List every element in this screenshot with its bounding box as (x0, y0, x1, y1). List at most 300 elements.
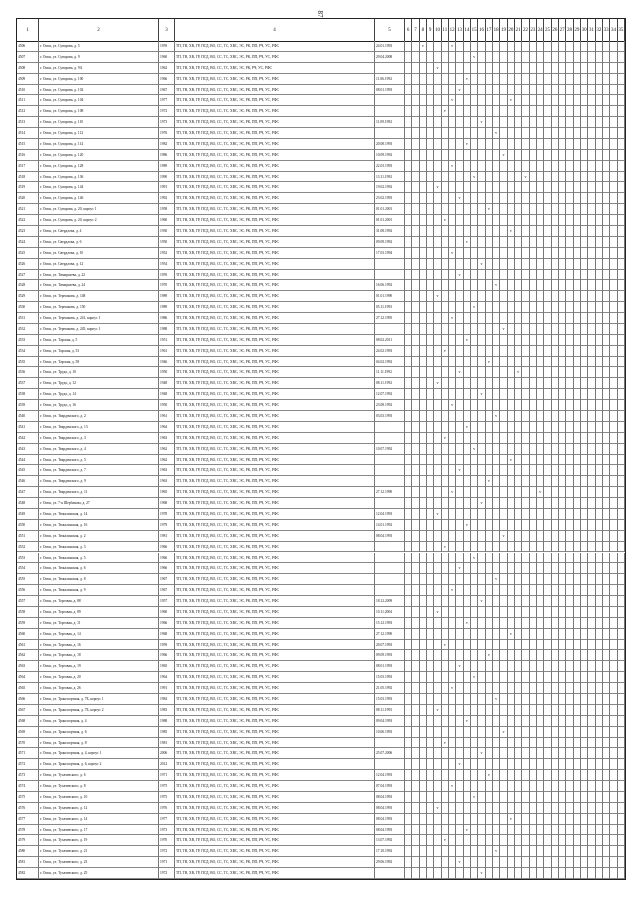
tick-cell (603, 85, 610, 96)
tick-cell (559, 400, 566, 411)
tick-cell (596, 716, 603, 727)
tick-cell (530, 63, 537, 74)
tick-cell (434, 128, 441, 139)
tick-cell (618, 422, 625, 433)
table-row (17, 465, 625, 476)
table-row (17, 563, 625, 574)
cell-date: 15.12.1993 (375, 618, 405, 629)
tick-mark: v (456, 193, 463, 204)
tick-cell (471, 291, 478, 302)
tick-cell (500, 444, 507, 455)
cell-no: 4533 (17, 335, 39, 346)
tick-cell (530, 226, 537, 237)
table-row (17, 411, 625, 422)
cell-no: 4543 (17, 444, 39, 455)
table-row (17, 193, 625, 204)
tick-cell (588, 139, 595, 150)
tick-cell (618, 74, 625, 85)
tick-cell (618, 63, 625, 74)
tick-cell (449, 716, 456, 727)
tick-cell (508, 542, 515, 553)
tick-cell (574, 727, 581, 738)
tick-cell (456, 291, 463, 302)
tick-cell (420, 411, 427, 422)
tick-cell (500, 346, 507, 357)
tick-cell (420, 455, 427, 466)
tick-cell (449, 85, 456, 96)
tick-cell (522, 738, 529, 749)
tick-cell (478, 444, 485, 455)
tick-cell (420, 781, 427, 792)
table-row (17, 172, 625, 183)
table-row (17, 280, 625, 291)
tick-cell (405, 106, 412, 117)
cell-no: 4544 (17, 455, 39, 466)
tick-cell (574, 128, 581, 139)
tick-cell (581, 95, 588, 106)
tick-cell (588, 650, 595, 661)
tick-cell (420, 270, 427, 281)
tick-cell (522, 553, 529, 564)
tick-cell (449, 150, 456, 161)
tick-cell (420, 52, 427, 63)
tick-cell (508, 128, 515, 139)
tick-cell (486, 335, 493, 346)
tick-cell (471, 542, 478, 553)
tick-cell (596, 814, 603, 825)
tick-cell (442, 716, 449, 727)
tick-cell (471, 738, 478, 749)
tick-cell (449, 346, 456, 357)
tick-cell (493, 629, 500, 640)
tick-cell (522, 455, 529, 466)
tick-cell (508, 248, 515, 259)
tick-cell (500, 857, 507, 868)
tick-cell (603, 335, 610, 346)
tick-cell (530, 444, 537, 455)
tick-cell (427, 857, 434, 868)
tick-cell (515, 465, 522, 476)
tick-cell (588, 204, 595, 215)
tick-cell (405, 215, 412, 226)
cell-address: г. Омск, ул. Суворова, д. 9А (39, 63, 159, 74)
tick-mark: v (508, 814, 515, 825)
tick-cell (544, 455, 551, 466)
tick-cell (530, 563, 537, 574)
cell-date: 10.06.1993 (375, 727, 405, 738)
table-row (17, 748, 625, 759)
tick-cell (464, 640, 471, 651)
tick-cell (500, 629, 507, 640)
tick-cell (500, 542, 507, 553)
tick-cell (559, 324, 566, 335)
tick-cell (596, 270, 603, 281)
tick-cell (566, 814, 573, 825)
tick-cell (486, 389, 493, 400)
cell-no: 4549 (17, 509, 39, 520)
tick-cell (603, 139, 610, 150)
tick-cell (522, 52, 529, 63)
tick-cell (559, 607, 566, 618)
tick-cell (537, 411, 544, 422)
tick-cell (588, 74, 595, 85)
cell-address: г. Омск, ул. Суворова, д. 9 (39, 52, 159, 63)
tick-cell (486, 574, 493, 585)
tick-cell (581, 367, 588, 378)
tick-cell (412, 563, 419, 574)
tick-cell (574, 270, 581, 281)
tick-cell (610, 324, 617, 335)
tick-cell (478, 857, 485, 868)
tick-mark: v (456, 563, 463, 574)
tick-cell (427, 270, 434, 281)
cell-year: 1967 (159, 585, 175, 596)
cell-no: 4524 (17, 237, 39, 248)
tick-cell (559, 759, 566, 770)
tick-cell (478, 520, 485, 531)
tick-cell (464, 346, 471, 357)
tick-cell (618, 759, 625, 770)
tick-cell (493, 803, 500, 814)
tick-cell (552, 574, 559, 585)
cell-no: 4558 (17, 607, 39, 618)
tick-cell (493, 367, 500, 378)
tick-cell (596, 596, 603, 607)
cell-no: 4555 (17, 574, 39, 585)
tick-cell (405, 411, 412, 422)
cell-systems: ТП, ТВ, ХВ, ГР, ПСД, ВО, СС, ТС, ХВС, ЭС, РК, ПП, РЧ, УС, РФС (175, 835, 375, 846)
tick-cell (478, 618, 485, 629)
tick-mark: v (449, 400, 456, 411)
tick-cell (581, 520, 588, 531)
tick-cell (420, 748, 427, 759)
table-row (17, 313, 625, 324)
tick-cell (434, 487, 441, 498)
tick-cell (515, 542, 522, 553)
tick-cell (552, 204, 559, 215)
tick-cell (442, 672, 449, 683)
tick-cell (574, 520, 581, 531)
tick-cell (486, 411, 493, 422)
tick-cell (522, 618, 529, 629)
tick-cell (610, 738, 617, 749)
tick-cell (420, 759, 427, 770)
tick-cell (544, 781, 551, 792)
tick-cell (603, 835, 610, 846)
tick-cell (412, 650, 419, 661)
tick-cell (515, 259, 522, 270)
tick-cell (544, 128, 551, 139)
cell-date (375, 585, 405, 596)
tick-cell (493, 672, 500, 683)
tick-cell (442, 868, 449, 879)
tick-cell (618, 324, 625, 335)
cell-systems: ТП, ТВ, ХВ, ГР, ПСД, ВО, СС, ТС, ХВС, ЭС, РК, ПП, РЧ, УС, РФС (175, 400, 375, 411)
tick-cell (486, 74, 493, 85)
tick-cell (486, 781, 493, 792)
cell-year: 1967 (159, 574, 175, 585)
tick-cell (574, 781, 581, 792)
tick-cell (508, 520, 515, 531)
cell-no: 4518 (17, 172, 39, 183)
tick-cell (464, 63, 471, 74)
tick-cell (574, 291, 581, 302)
tick-cell (544, 661, 551, 672)
cell-systems: ТП, ТВ, ХВ, ГР, ПСД, ВО, СС, ТС, ХВС, ЭС, РК, ПП, РЧ, УС, РФС (175, 193, 375, 204)
tick-cell (471, 846, 478, 857)
tick-cell (420, 553, 427, 564)
tick-cell (537, 825, 544, 836)
tick-cell (552, 389, 559, 400)
tick-cell (522, 857, 529, 868)
tick-cell (478, 585, 485, 596)
tick-cell (486, 117, 493, 128)
tick-cell (456, 74, 463, 85)
tick-cell (478, 291, 485, 302)
tick-cell (603, 727, 610, 738)
tick-cell (500, 378, 507, 389)
tick-cell (500, 705, 507, 716)
tick-cell (566, 433, 573, 444)
tick-cell (420, 85, 427, 96)
tick-cell (427, 661, 434, 672)
tick-cell (456, 106, 463, 117)
table-row (17, 367, 625, 378)
tick-cell (478, 683, 485, 694)
tick-cell (544, 705, 551, 716)
table-row (17, 650, 625, 661)
tick-cell (471, 422, 478, 433)
tick-mark: v (500, 150, 507, 161)
tick-cell (420, 542, 427, 553)
cell-no: 4530 (17, 302, 39, 313)
tick-mark: v (486, 770, 493, 781)
tick-cell (574, 204, 581, 215)
tick-cell (464, 531, 471, 542)
tick-cell (618, 193, 625, 204)
cell-date (375, 542, 405, 553)
tick-mark: v (493, 574, 500, 585)
tick-cell (456, 324, 463, 335)
cell-date (375, 868, 405, 879)
tick-cell (420, 694, 427, 705)
tick-cell (544, 487, 551, 498)
tick-cell (544, 193, 551, 204)
tick-cell (449, 825, 456, 836)
tick-cell (434, 139, 441, 150)
tick-cell (610, 259, 617, 270)
tick-cell (610, 367, 617, 378)
tick-cell (522, 346, 529, 357)
tick-cell (544, 302, 551, 313)
tick-cell (574, 85, 581, 96)
tick-mark: v (478, 748, 485, 759)
cell-address: г. Омск, ул. Тварденского, д. 3 (39, 433, 159, 444)
cell-date: 23.08.1992 (375, 400, 405, 411)
tick-cell (486, 346, 493, 357)
tick-cell (456, 444, 463, 455)
cell-systems: ТП, ТВ, ХВ, ГР, ПСД, ВО, СС, ТС, ХВС, ЭС, РК, ПП, РЧ, УС, РФС (175, 182, 375, 193)
tick-cell (464, 835, 471, 846)
column-number: 17 (486, 19, 493, 41)
tick-cell (449, 291, 456, 302)
tick-cell (405, 694, 412, 705)
tick-cell (500, 280, 507, 291)
tick-cell (478, 825, 485, 836)
cell-date: 25.07.2006 (375, 748, 405, 759)
tick-cell (420, 357, 427, 368)
tick-cell (471, 618, 478, 629)
cell-systems: ТП, ТВ, ХВ, ГР, ПСД, ВО, СС, ТС, ХВС, ЭС, РК, ПП, РЧ, УС, РФС (175, 357, 375, 368)
tick-cell (464, 106, 471, 117)
tick-cell (515, 574, 522, 585)
tick-cell (618, 215, 625, 226)
tick-cell (405, 270, 412, 281)
tick-cell (544, 727, 551, 738)
tick-cell (530, 738, 537, 749)
tick-cell (427, 367, 434, 378)
tick-cell (574, 117, 581, 128)
tick-cell (588, 411, 595, 422)
tick-cell (442, 259, 449, 270)
tick-cell (537, 781, 544, 792)
tick-cell (559, 182, 566, 193)
tick-cell (500, 117, 507, 128)
tick-cell (500, 672, 507, 683)
cell-year: 1991 (159, 182, 175, 193)
cell-no: 4510 (17, 85, 39, 96)
tick-cell (537, 531, 544, 542)
tick-cell (449, 215, 456, 226)
column-number: 23 (530, 19, 537, 41)
column-number: 30 (581, 19, 588, 41)
tick-cell (552, 313, 559, 324)
tick-cell (500, 367, 507, 378)
tick-cell (581, 74, 588, 85)
cell-no: 4512 (17, 106, 39, 117)
tick-cell (412, 487, 419, 498)
tick-cell (508, 204, 515, 215)
tick-cell (412, 672, 419, 683)
tick-cell (471, 455, 478, 466)
tick-cell (405, 52, 412, 63)
tick-cell (581, 444, 588, 455)
tick-cell (471, 248, 478, 259)
tick-cell (456, 215, 463, 226)
tick-cell (552, 106, 559, 117)
tick-cell (581, 868, 588, 879)
tick-cell (559, 531, 566, 542)
tick-cell (559, 857, 566, 868)
tick-cell (610, 618, 617, 629)
tick-cell (442, 357, 449, 368)
column-number: 26 (552, 19, 559, 41)
table-row (17, 803, 625, 814)
cell-date: 12.04.1993 (375, 509, 405, 520)
cell-year: 1965 (159, 661, 175, 672)
tick-cell (552, 193, 559, 204)
tick-cell (508, 585, 515, 596)
cell-year: 1966 (159, 650, 175, 661)
cell-year: 1986 (159, 150, 175, 161)
tick-cell (618, 95, 625, 106)
tick-cell (530, 825, 537, 836)
tick-cell (456, 280, 463, 291)
tick-cell (486, 759, 493, 770)
tick-cell (434, 95, 441, 106)
tick-cell (552, 835, 559, 846)
tick-cell (486, 150, 493, 161)
tick-cell (574, 498, 581, 509)
tick-cell (478, 455, 485, 466)
cell-systems: ТП, ТВ, ХВ, ГР, ПСД, ВО, СС, ТС, ХВС, ЭС, РК, ПП, РЧ, УС, РФС (175, 444, 375, 455)
cell-year: 1973 (159, 825, 175, 836)
tick-cell (478, 324, 485, 335)
tick-cell (566, 161, 573, 172)
tick-cell (574, 683, 581, 694)
cell-systems: ТП, ТВ, ХВ, ГР, ПСД, ВО, СС, ТС, ХВС, ЭС, РК, ПП, РЧ, УС, РФС (175, 172, 375, 183)
tick-cell (552, 683, 559, 694)
tick-cell (588, 117, 595, 128)
cell-no: 4580 (17, 846, 39, 857)
table-row (17, 553, 625, 564)
tick-cell (596, 738, 603, 749)
cell-systems: ТП, ТВ, ХВ, ГР, ПСД, ВО, СС, ТС, ХВС, ЭС, РК, ПП, РЧ, УС, РФС (175, 95, 375, 106)
tick-cell (618, 705, 625, 716)
tick-cell (530, 498, 537, 509)
tick-cell (515, 139, 522, 150)
tick-cell (442, 650, 449, 661)
tick-cell (537, 759, 544, 770)
cell-no: 4542 (17, 433, 39, 444)
tick-cell (508, 672, 515, 683)
tick-cell (420, 672, 427, 683)
tick-cell (559, 302, 566, 313)
tick-cell (544, 846, 551, 857)
tick-cell (412, 74, 419, 85)
tick-cell (427, 574, 434, 585)
tick-cell (456, 161, 463, 172)
tick-cell (478, 161, 485, 172)
tick-cell (596, 542, 603, 553)
tick-cell (618, 400, 625, 411)
tick-cell (500, 803, 507, 814)
tick-cell (515, 444, 522, 455)
tick-cell (412, 455, 419, 466)
tick-cell (581, 542, 588, 553)
tick-cell (449, 563, 456, 574)
tick-cell (610, 868, 617, 879)
cell-no: 4523 (17, 226, 39, 237)
tick-cell (493, 215, 500, 226)
tick-cell (522, 476, 529, 487)
cell-systems: ТП, ТВ, ХВ, ГР, ПСД, ВО, СС, ТС, ХВС, ЭС, РК, ПП, РЧ, УС, РФС (175, 52, 375, 63)
tick-cell (522, 302, 529, 313)
tick-cell (478, 650, 485, 661)
tick-cell (544, 770, 551, 781)
cell-date (375, 563, 405, 574)
table-row (17, 705, 625, 716)
tick-cell (486, 585, 493, 596)
tick-cell (493, 748, 500, 759)
tick-cell (456, 41, 463, 52)
tick-cell (464, 596, 471, 607)
tick-cell (449, 868, 456, 879)
tick-cell (596, 640, 603, 651)
cell-date (375, 455, 405, 466)
tick-cell (456, 705, 463, 716)
tick-cell (405, 618, 412, 629)
